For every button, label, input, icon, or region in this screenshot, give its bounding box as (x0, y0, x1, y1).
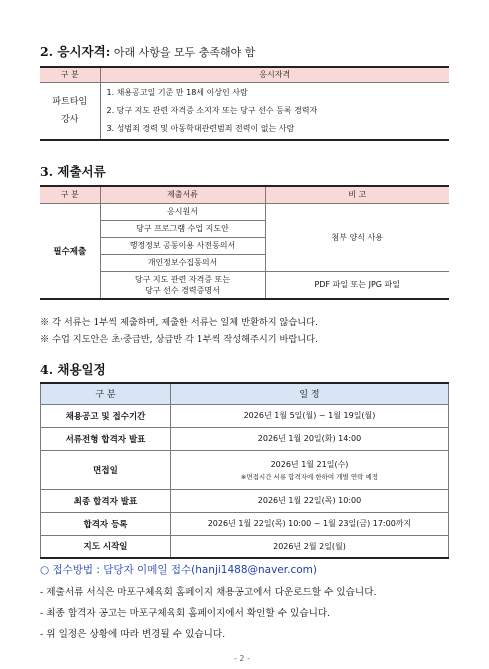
document-remark-file: PDF 파일 또는 JPG 파일 (265, 271, 449, 299)
documents-note: ※ 각 서류는 1부씩 제출하며, 제출한 서류는 일체 반환하지 않습니다. (40, 317, 318, 328)
document-item-line2: 당구 선수 경력증명서 (145, 285, 220, 295)
document-item: 응시원서 (100, 203, 265, 220)
section-2-heading (40, 42, 255, 60)
eligibility-header-category: 구 분 (40, 67, 100, 82)
schedule-label: 최종 합격자 발표 (41, 489, 171, 512)
document-item: 당구 프로그램 수업 지도안 (100, 220, 265, 237)
documents-table (40, 185, 449, 300)
documents-header-docs: 제출서류 (100, 186, 265, 203)
schedule-value: 2026년 1월 20일(화) 14:00 (171, 427, 449, 450)
section-4-title: 4. 채용일정 (40, 362, 106, 377)
documents-header-category: 구 분 (40, 186, 100, 203)
section-3-title: 3. 제출서류 (40, 164, 106, 179)
schedule-label: 면접일 (41, 450, 171, 489)
info-bullet: - 위 일정은 상황에 따라 변경될 수 있습니다. (40, 629, 226, 640)
application-method: ○ 접수방법 : 담당자 이메일 접수(hanji1488@naver.com) (40, 564, 317, 576)
eligibility-item: 3. 성범죄 경력 및 아동학대관련범죄 전력이 없는 사람 (106, 123, 295, 133)
eligibility-items (100, 82, 449, 140)
eligibility-label-line1: 파트타임 (52, 96, 88, 107)
document-item-certificate (100, 271, 265, 299)
schedule-header-date: 일 정 (171, 383, 449, 404)
document-item: 행정정보 공동이용 사전동의서 (100, 237, 265, 254)
section-2-subtitle: 아래 사항을 모두 충족해야 함 (110, 46, 256, 59)
document-remark-attach: 첨부 양식 사용 (265, 203, 449, 271)
document-item: 개인정보수집동의서 (100, 254, 265, 271)
eligibility-label-line2: 강사 (61, 114, 79, 125)
schedule-subnote: ※면접시간 서류 합격자에 한하여 개별 연락 예정 (240, 472, 379, 481)
schedule-value: 2026년 1월 5일(월) ~ 1월 19일(월) (171, 404, 449, 427)
eligibility-table (40, 66, 449, 141)
schedule-label: 채용공고 및 접수기간 (41, 404, 171, 427)
documents-header-remarks: 비 고 (265, 186, 449, 203)
eligibility-header-qualification: 응시자격 (100, 67, 449, 82)
schedule-value: 2026년 1월 21일(수) (270, 459, 349, 469)
schedule-value-interview (171, 450, 449, 489)
schedule-header-category: 구 분 (41, 383, 171, 404)
eligibility-item: 2. 당구 지도 관련 자격증 소지자 또는 당구 선수 등록 경력자 (106, 105, 318, 115)
schedule-label: 서류전형 합격자 발표 (41, 427, 171, 450)
schedule-value: 2026년 2월 2일(월) (171, 535, 449, 558)
info-bullet: - 최종 합격자 공고는 마포구체육회 홈페이지에서 확인할 수 있습니다. (40, 608, 331, 619)
section-2-title: 2. 응시자격: (40, 44, 111, 59)
schedule-label: 합격자 등록 (41, 512, 171, 535)
schedule-table (40, 382, 449, 559)
document-item-line1: 당구 지도 관련 자격증 또는 (134, 274, 231, 284)
schedule-value: 2026년 1월 22일(목) 10:00 (171, 489, 449, 512)
documents-row-label: 필수제출 (40, 203, 100, 299)
schedule-label: 지도 시작일 (41, 535, 171, 558)
page-number: - 2 - (234, 654, 250, 663)
eligibility-item: 1. 채용공고일 기준 만 18세 이상인 사람 (106, 87, 248, 97)
eligibility-row-label (40, 82, 100, 140)
info-bullet: - 제출서류 서식은 마포구체육회 홈페이지 채용공고에서 다운로드할 수 있습니다. (40, 587, 377, 598)
schedule-value: 2026년 1월 22일(목) 10:00 ~ 1월 23일(금) 17:00까지 (171, 512, 449, 535)
documents-note: ※ 수업 지도안은 초·중급반, 상급반 각 1부씩 작성해주시기 바랍니다. (40, 334, 318, 345)
